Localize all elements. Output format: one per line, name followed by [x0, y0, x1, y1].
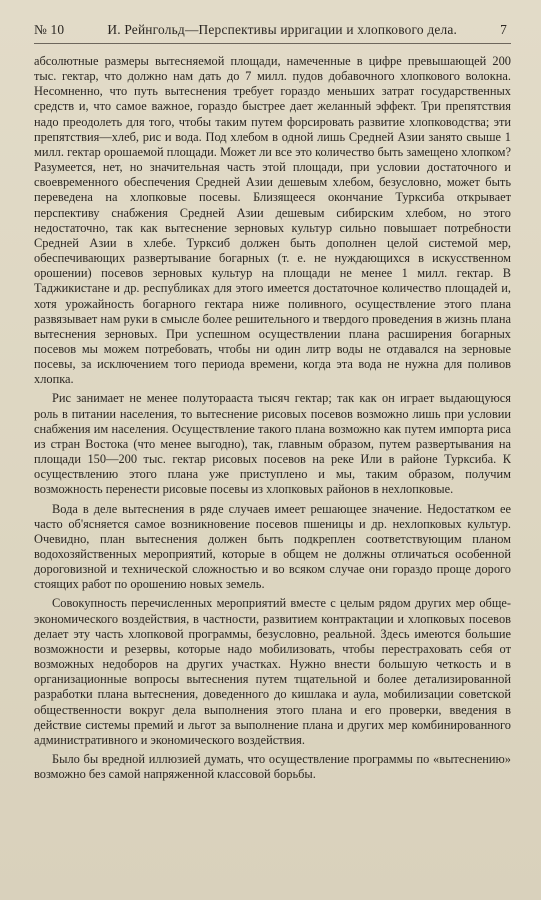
page-number: 7 [500, 22, 507, 37]
paragraph-1: абсолютные размеры вытесняемой площади, намеченные в цифре превышающей 200 тыс. гектар, что должно нам дать до 7 милл. пудов добавочного хлопкового волокна. Несомненно, что путь вытеснения требует гораздо меньших затрат государственных средств и, что самое важное, гораздо быстрее дает желанный эффект. Три препятствия надо преодолеть для того, чтобы таким путем форсировать развитие хлопководства; эти препятствия—хлеб, рис и вода. Под хлебом в одной лишь Средней Азии занято свыше 1 милл. гектар орошаемой площади. Может ли все это количество быть замещено хлопком? Разумеется, нет, но значительная часть этой площади, при условии достаточного и своевременного обеспечения Средней Азии дешевым хлебом, безусловно, может быть переведена на хлопковые посевы. Близящееся окончание Турксиба открывает перспективу снабжения Средней Азии дешевым сибирским хлебом, но этого недостаточно, так как вытеснение зерновых культур сильно повышает потребности Средней Азии в хлебе. Турксиб должен быть дополнен целой системой мер, обеспечивающих развертывание богарных (т. е. не нуждающихся в искусственном орошении) посевов зерновых культур на площади не менее 1 милл. гектар. В Таджикистане и др. республиках для этого имеется достаточное количество площадей и, хотя урожайность богарного гектара ниже поливного, осуществление этого плана развязывает нам руки в смысле более решительного и твердого проведения в жизнь плана вытеснения зерновых. При успешном осуществлении плана расширения богарных посевов мы можем потребовать, чтобы ни один литр воды не отдавался на зерновые посевы, за исключением того периода времени, когда эта вода не нужна для поливов хлопка. [34, 54, 511, 387]
issue-number: № 10 [34, 22, 65, 37]
article-title: И. Рейнгольд—Перспективы ирригации и хлопкового дела. [107, 22, 458, 37]
paragraph-2: Рис занимает не менее полуторааста тысяч гектар; так как он играет выдающуюся роль в питании населения, то вытеснение рисовых посевов возможно лишь при условии снабжения им населения. Осуществление такого плана возможно как путем импорта риса из стран Востока (что менее выгодно), так, главным образом, путем развертывания на площади 150—200 тыс. гектар рисовых посевов на реке Или в районе Турксиба. К осуществлению этого плана уже приступлено и мы, таким образом, получим возможность перенести рисовые посевы из хлопковых районов в нехлопковые. [34, 391, 511, 497]
paragraph-3: Вода в деле вытеснения в ряде случаев имеет решающее значение. Недостатком ее часто об'ясняется самое возникновение посевов пшеницы и др. нехлопковых культур. Очевидно, план вытеснения должен быть подкреплен соответствующим планом водохозяйственных мероприятий, которые в общем не должны отличаться особенной дороговизной и технической сложностью и во всяком случае они гораздо проще дорого стоящих работ по орошению новых земель. [34, 501, 511, 592]
article-body [34, 54, 511, 782]
paragraph-4: Совокупность перечисленных мероприятий вместе с целым рядом других мер обще-экономического воздействия, в частности, развитием контрактации и хлопковых посевов делает эту часть хлопковой программы, безусловно, реальной. Здесь имеются большие возможности и резервы, которые надо мобилизовать, чтобы перестраховать себя от возможных недоборов на других участках. Нужно внести большую четкость и в организационные вопросы вытеснения путем тщательной и более детализированной разработки плана вытеснения, доведенного до кишлака и аула, мобилизации советской общественности вокруг дела выполнения этого плана и его проверки, введения в действие системы премий и льгот за выполнение плана и других мер комбинированного административного и экономического воздействия. [34, 596, 511, 747]
running-header [34, 22, 511, 44]
paragraph-5: Было бы вредной иллюзией думать, что осуществление программы по «вытеснению» возможно без самой напряженной классовой борьбы. [34, 752, 511, 782]
